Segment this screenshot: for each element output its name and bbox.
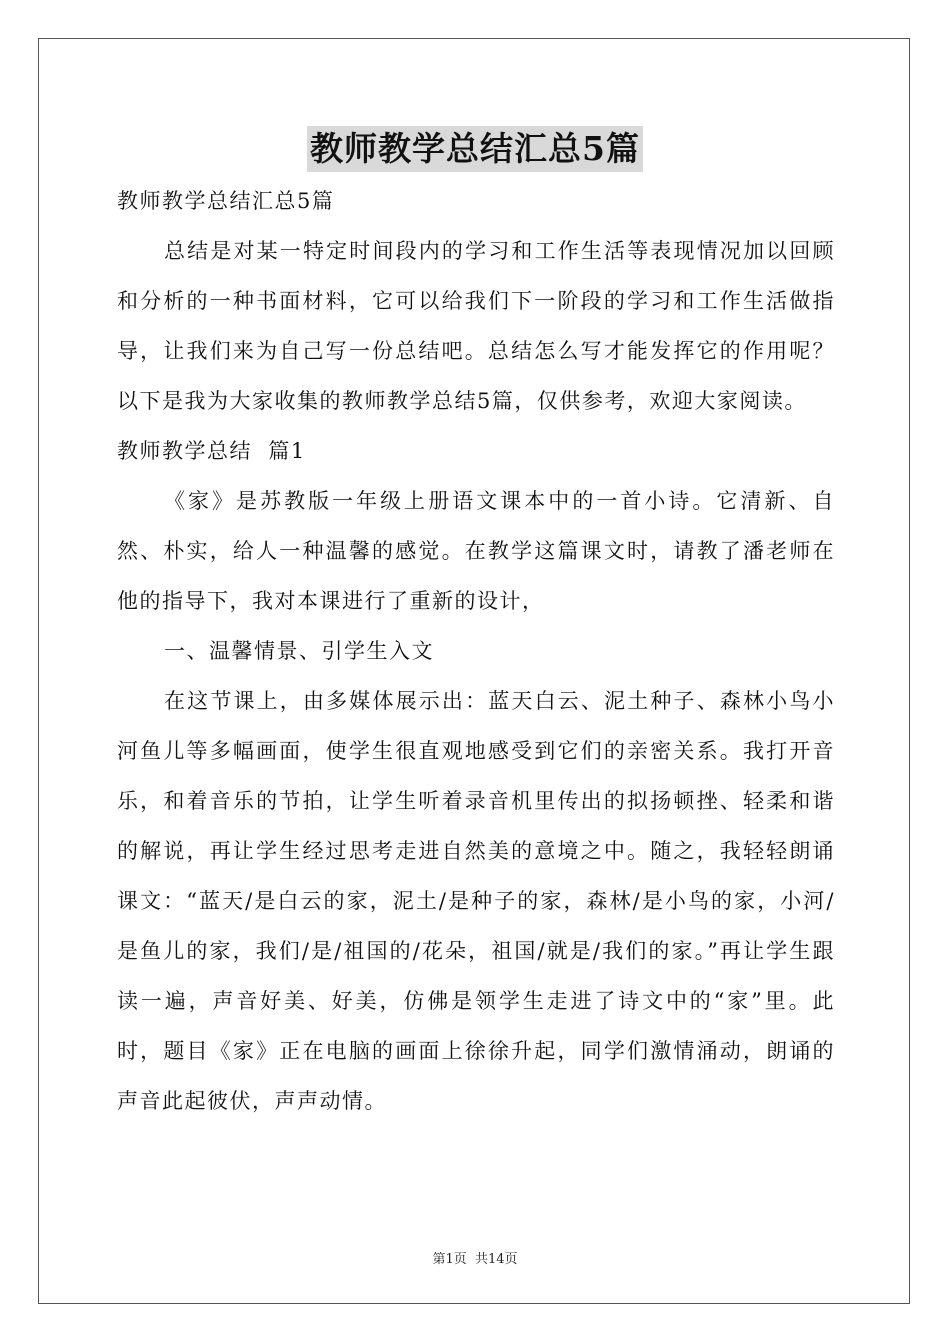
section-heading: 教师教学总结 篇1	[117, 439, 306, 463]
body-paragraph: 在这节课上，由多媒体展示出：蓝天白云、泥土种子、森林小鸟小河鱼儿等多幅画面，使学生很直观地感受到它们的亲密关系。我打开音乐，和着音乐的节拍，让学生听着录音机里传出的拟扬顿挫、轻柔和谐的解说，再让学生经过思考走进自然美的意境之中。随之，我轻轻朗诵课文：“蓝天/是白云的家，泥土/是种子的家，森林/是小鸟的家，小河/是鱼儿的家，我们/是/祖国的/花朵，祖国/就是/我们的家。”再让学生跟读一遍，声音好美、好美，仿佛是领学生走进了诗文中的“家”里。此时，题目《家》正在电脑的画面上徐徐升起，同学们激情涌动，朗诵的声音此起彼伏，声声动情。	[117, 689, 835, 1113]
title-container	[0, 126, 950, 172]
intro-paragraph: 总结是对某一特定时间段内的学习和工作生活等表现情况加以回顾和分析的一种书面材料，它可以给我们下一阶段的学习和工作生活做指导，让我们来为自己写一份总结吧。总结怎么写才能发挥它的作用呢？以下是我为大家收集的教师教学总结5篇，仅供参考，欢迎大家阅读。	[117, 239, 835, 413]
document-title: 教师教学总结汇总5篇	[307, 126, 643, 172]
body-paragraph: 《家》是苏教版一年级上册语文课本中的一首小诗。它清新、自然、朴实，给人一种温馨的感觉。在教学这篇课文时，请教了潘老师在他的指导下，我对本课进行了重新的设计，	[117, 489, 835, 613]
document-body	[117, 176, 835, 1126]
page-footer	[0, 1248, 950, 1267]
sub-heading: 一、温馨情景、引学生入文	[164, 639, 434, 663]
document-subtitle: 教师教学总结汇总5篇	[117, 189, 335, 213]
page-number: 第1页 共14页	[432, 1252, 518, 1267]
